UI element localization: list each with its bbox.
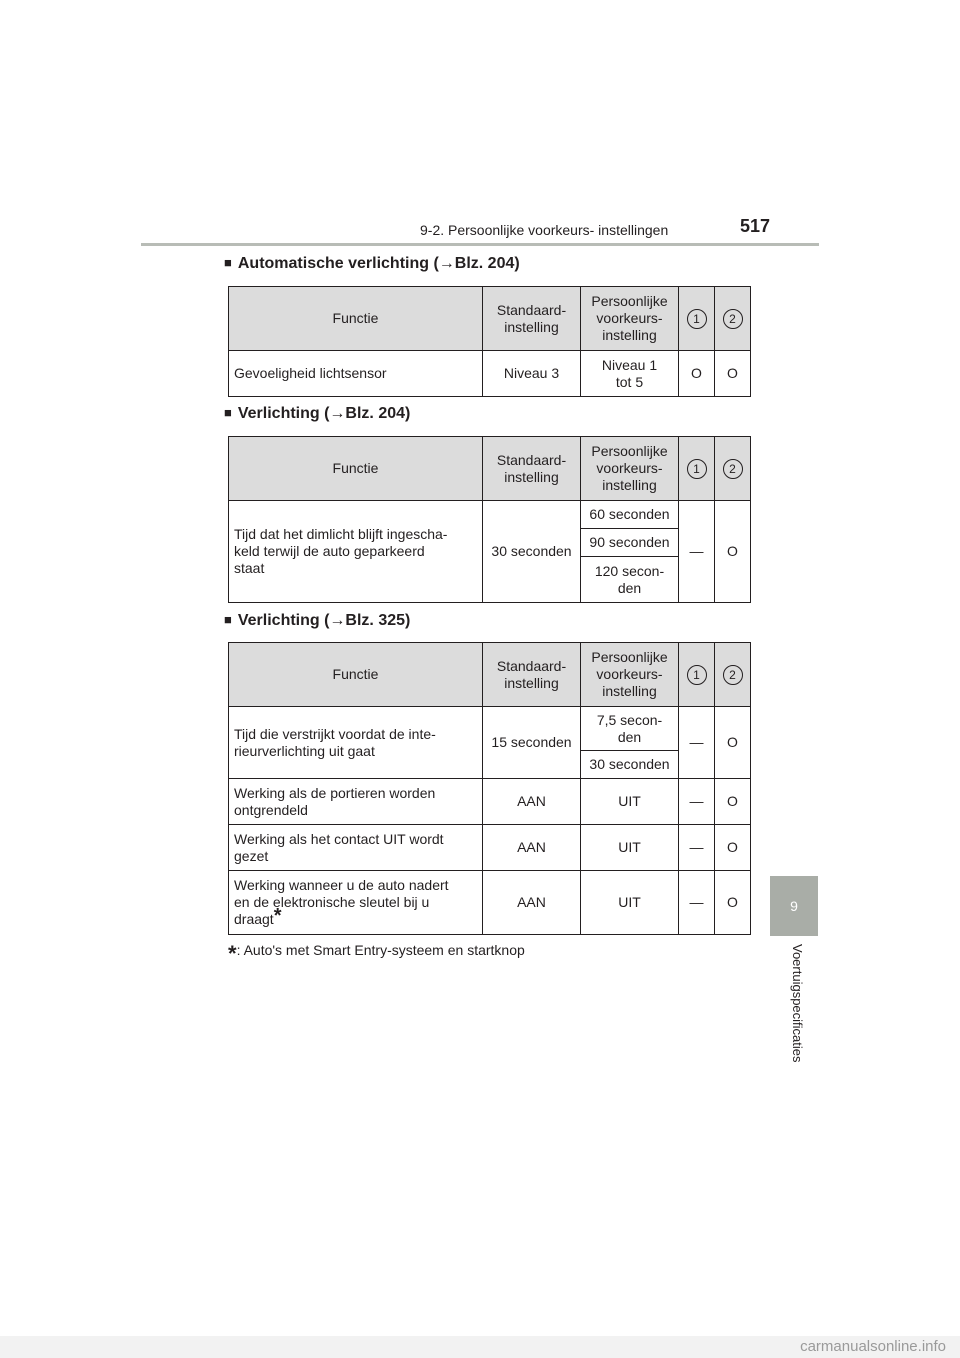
cell-option: 60 seconden bbox=[581, 501, 679, 529]
cell-functie: Tijd dat het dimlicht blijft ingescha- keld terwijl de auto geparkeerd staat bbox=[229, 501, 483, 603]
header-functie: Functie bbox=[229, 643, 483, 707]
cell-standaard: 30 seconden bbox=[483, 501, 581, 603]
page-number: 517 bbox=[740, 216, 771, 236]
cell-col-1: — bbox=[679, 825, 715, 871]
header-col-2 bbox=[715, 437, 751, 501]
cell-col-1: — bbox=[679, 871, 715, 935]
chapter-tab bbox=[770, 876, 818, 936]
header-col-1 bbox=[679, 287, 715, 351]
cell-col-2: O bbox=[715, 825, 751, 871]
table-row bbox=[229, 351, 751, 397]
table-header-row bbox=[229, 437, 751, 501]
footnote bbox=[228, 941, 525, 967]
cell-standaard: AAN bbox=[483, 779, 581, 825]
header-standaard: Standaard- instelling bbox=[483, 287, 581, 351]
chapter-tab-number: 9 bbox=[790, 898, 798, 914]
cell-col-1: — bbox=[679, 707, 715, 779]
cell-functie: Tijd die verstrijkt voordat de inte- rieurverlichting uit gaat bbox=[229, 707, 483, 779]
cell-col-1: — bbox=[679, 501, 715, 603]
header-col-2 bbox=[715, 287, 751, 351]
cell-col-2: O bbox=[715, 871, 751, 935]
table-row bbox=[229, 707, 751, 751]
header-persoonlijke: Persoonlijke voorkeurs- instelling bbox=[581, 287, 679, 351]
cell-option: 120 secon- den bbox=[581, 557, 679, 603]
cell-standaard: AAN bbox=[483, 825, 581, 871]
header-divider bbox=[141, 243, 819, 246]
table-row bbox=[229, 501, 751, 529]
cell-col-2: O bbox=[715, 779, 751, 825]
header-persoonlijke: Persoonlijke voorkeurs- instelling bbox=[581, 643, 679, 707]
cell-functie: Gevoeligheid lichtsensor bbox=[229, 351, 483, 397]
cell-col-2: O bbox=[715, 351, 751, 397]
cell-standaard: Niveau 3 bbox=[483, 351, 581, 397]
cell-option: 7,5 secon- den bbox=[581, 707, 679, 751]
header-functie: Functie bbox=[229, 437, 483, 501]
cell-functie: Werking als de portieren worden ontgrendeld bbox=[229, 779, 483, 825]
cell-persoonlijke: UIT bbox=[581, 825, 679, 871]
table-header-row bbox=[229, 643, 751, 707]
chapter-side-label: Voertuigspecificaties bbox=[790, 944, 805, 1063]
table-header-row bbox=[229, 287, 751, 351]
section-heading-2 bbox=[224, 405, 410, 423]
header-functie: Functie bbox=[229, 287, 483, 351]
header-standaard: Standaard- instelling bbox=[483, 437, 581, 501]
section-heading-text: Verlichting (→Blz. 325) bbox=[237, 612, 411, 629]
cell-functie: Werking als het contact UIT wordt gezet bbox=[229, 825, 483, 871]
settings-table-1 bbox=[228, 286, 751, 397]
bullet-square-icon: ■ bbox=[224, 612, 232, 627]
circled-one-icon: 1 bbox=[687, 309, 707, 329]
bullet-square-icon: ■ bbox=[224, 255, 232, 270]
cell-col-2: O bbox=[715, 501, 751, 603]
section-heading-1 bbox=[224, 255, 520, 273]
section-heading-text: Verlichting (→Blz. 204) bbox=[237, 405, 411, 422]
circled-two-icon: 2 bbox=[723, 459, 743, 479]
settings-table-3 bbox=[228, 642, 751, 935]
cell-col-2: O bbox=[715, 707, 751, 779]
cell-persoonlijke: UIT bbox=[581, 871, 679, 935]
header-standaard: Standaard- instelling bbox=[483, 643, 581, 707]
footnote-marker: * bbox=[273, 905, 282, 927]
cell-col-1: O bbox=[679, 351, 715, 397]
table-row bbox=[229, 825, 751, 871]
footnote-marker: * bbox=[228, 941, 237, 966]
circled-one-icon: 1 bbox=[687, 459, 707, 479]
cell-standaard: 15 seconden bbox=[483, 707, 581, 779]
cell-standaard: AAN bbox=[483, 871, 581, 935]
cell-col-1: — bbox=[679, 779, 715, 825]
cell-persoonlijke: UIT bbox=[581, 779, 679, 825]
bullet-square-icon: ■ bbox=[224, 405, 232, 420]
table-row bbox=[229, 871, 751, 935]
header-col-1 bbox=[679, 643, 715, 707]
circled-one-icon: 1 bbox=[687, 665, 707, 685]
circled-two-icon: 2 bbox=[723, 309, 743, 329]
cell-functie: Werking wanneer u de auto nadert en de elektronische sleutel bij u draagt* bbox=[229, 871, 483, 935]
watermark-text: carmanualsonline.info bbox=[800, 1338, 946, 1355]
table-row bbox=[229, 779, 751, 825]
header-col-2 bbox=[715, 643, 751, 707]
chapter-title: 9-2. Persoonlijke voorkeurs- instellingen bbox=[420, 222, 669, 238]
watermark-bar bbox=[0, 1336, 960, 1358]
settings-table-2 bbox=[228, 436, 751, 603]
cell-option: 90 seconden bbox=[581, 529, 679, 557]
header-col-1 bbox=[679, 437, 715, 501]
header-persoonlijke: Persoonlijke voorkeurs- instelling bbox=[581, 437, 679, 501]
cell-option: 30 seconden bbox=[581, 751, 679, 779]
section-heading-text: Automatische verlichting (→Blz. 204) bbox=[237, 255, 520, 272]
circled-two-icon: 2 bbox=[723, 665, 743, 685]
section-heading-3 bbox=[224, 612, 410, 630]
cell-persoonlijke: Niveau 1 tot 5 bbox=[581, 351, 679, 397]
footnote-text: : Auto's met Smart Entry-systeem en startknop bbox=[236, 942, 525, 958]
